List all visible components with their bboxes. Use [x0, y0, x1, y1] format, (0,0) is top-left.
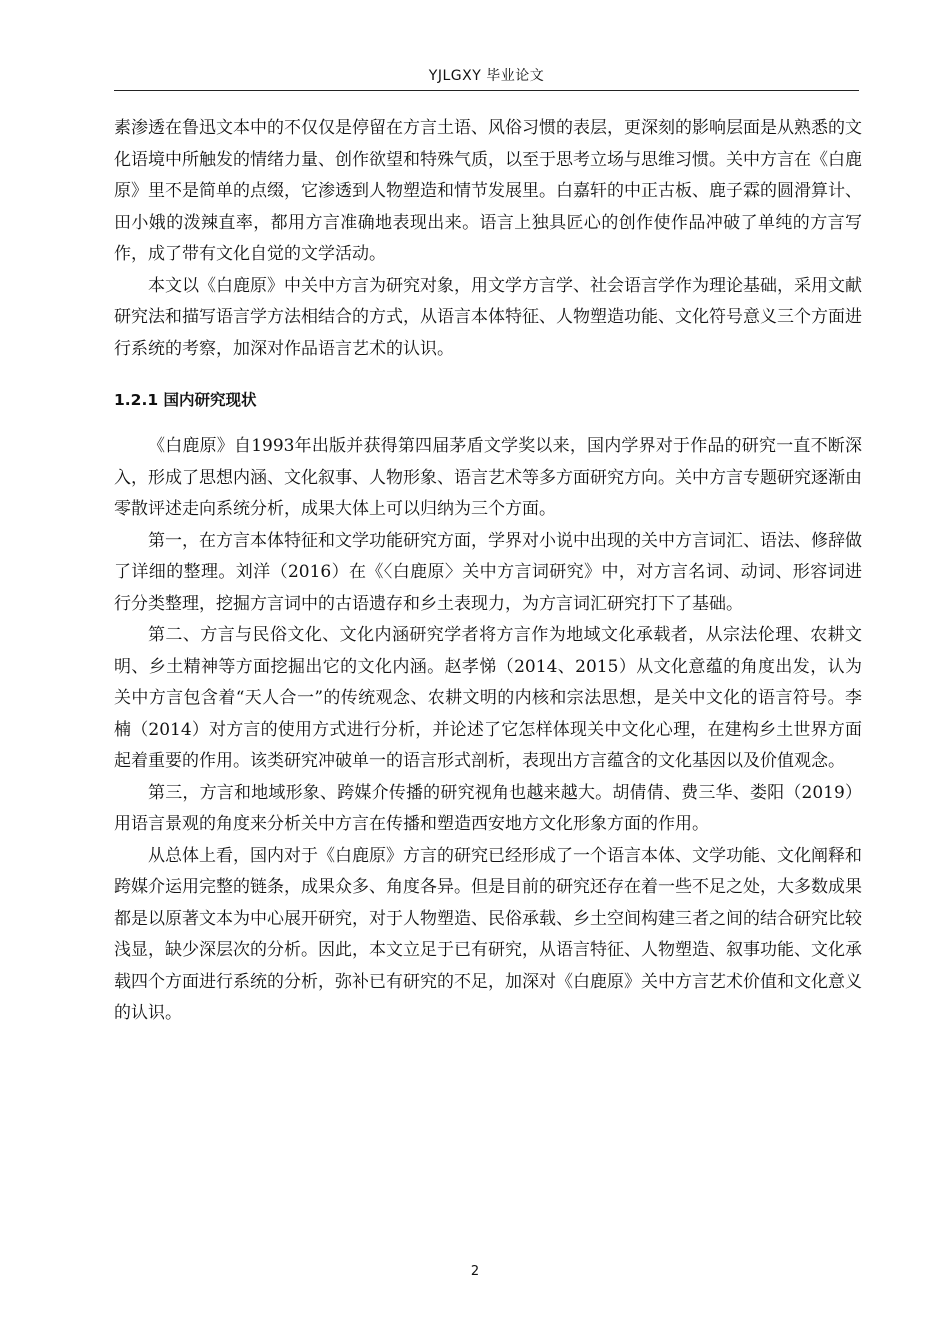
document-body	[114, 113, 862, 1030]
paragraph: 第二、方言与民俗文化、文化内涵研究学者将方言作为地域文化承载者，从宗法伦理、农耕文明、乡土精神等方面挖掘出它的文化内涵。赵孝悌（2014、2015）从文化意蕴的角度出发，认为关中方言包含着“天人合一”的传统观念、农耕文明的内核和宗法思想，是关中文化的语言符号。李楠（2014）对方言的使用方式进行分析，并论述了它怎样体现关中文化心理，在建构乡土世界方面起着重要的作用。该类研究冲破单一的语言形式剖析，表现出方言蕴含的文化基因以及价值观念。	[114, 625, 862, 771]
header-title: YJLGXY 毕业论文	[428, 68, 545, 84]
paragraph: 第三，方言和地域形象、跨媒介传播的研究视角也越来越大。胡倩倩、费三华、娄阳（2019）用语言景观的角度来分析关中方言在传播和塑造西安地方文化形象方面的作用。	[114, 782, 862, 834]
page-header	[114, 62, 859, 91]
paragraph-continued: 素渗透在鲁迅文本中的不仅仅是停留在方言土语、风俗习惯的表层，更深刻的影响层面是从熟悉的文化语境中所触发的情绪力量、创作欲望和特殊气质，以至于思考立场与思维习惯。关中方言在《白鹿原》里不是简单的点缀，它渗透到人物塑造和情节发展里。白嘉轩的中正古板、鹿子霖的圆滑算计、田小娥的泼辣直率，都用方言准确地表现出来。语言上独具匠心的创作使作品冲破了单纯的方言写作，成了带有文化自觉的文学活动。	[114, 118, 862, 264]
paragraph: 《白鹿原》自1993年出版并获得第四届茅盾文学奖以来，国内学界对于作品的研究一直不断深入，形成了思想内涵、文化叙事、人物形象、语言艺术等多方面研究方向。关中方言专题研究逐渐由零散评述走向系统分析，成果大体上可以归纳为三个方面。	[114, 436, 862, 519]
page-number: 2	[470, 1264, 480, 1279]
paragraph: 第一，在方言本体特征和文学功能研究方面，学界对小说中出现的关中方言词汇、语法、修辞做了详细的整理。刘洋（2016）在《〈白鹿原〉关中方言词研究》中，对方言名词、动词、形容词进行分类整理，挖掘方言词中的古语遗存和乡土表现力，为方言词汇研究打下了基础。	[114, 530, 862, 614]
section-heading: 1.2.1 国内研究现状	[114, 391, 257, 409]
paragraph-intro: 本文以《白鹿原》中关中方言为研究对象，用文学方言学、社会语言学作为理论基础，采用文献研究法和描写语言学方法相结合的方式，从语言本体特征、人物塑造功能、文化符号意义三个方面进行系统的考察，加深对作品语言艺术的认识。	[114, 275, 862, 359]
paragraph: 从总体上看，国内对于《白鹿原》方言的研究已经形成了一个语言本体、文学功能、文化阐释和跨媒介运用完整的链条，成果众多、角度各异。但是目前的研究还存在着一些不足之处，大多数成果都是以原著文本为中心展开研究，对于人物塑造、民俗承载、乡土空间构建三者之间的结合研究比较浅显，缺少深层次的分析。因此，本文立足于已有研究，从语言特征、人物塑造、叙事功能、文化承载四个方面进行系统的分析，弥补已有研究的不足，加深对《白鹿原》关中方言艺术价值和文化意义的认识。	[114, 845, 862, 1023]
